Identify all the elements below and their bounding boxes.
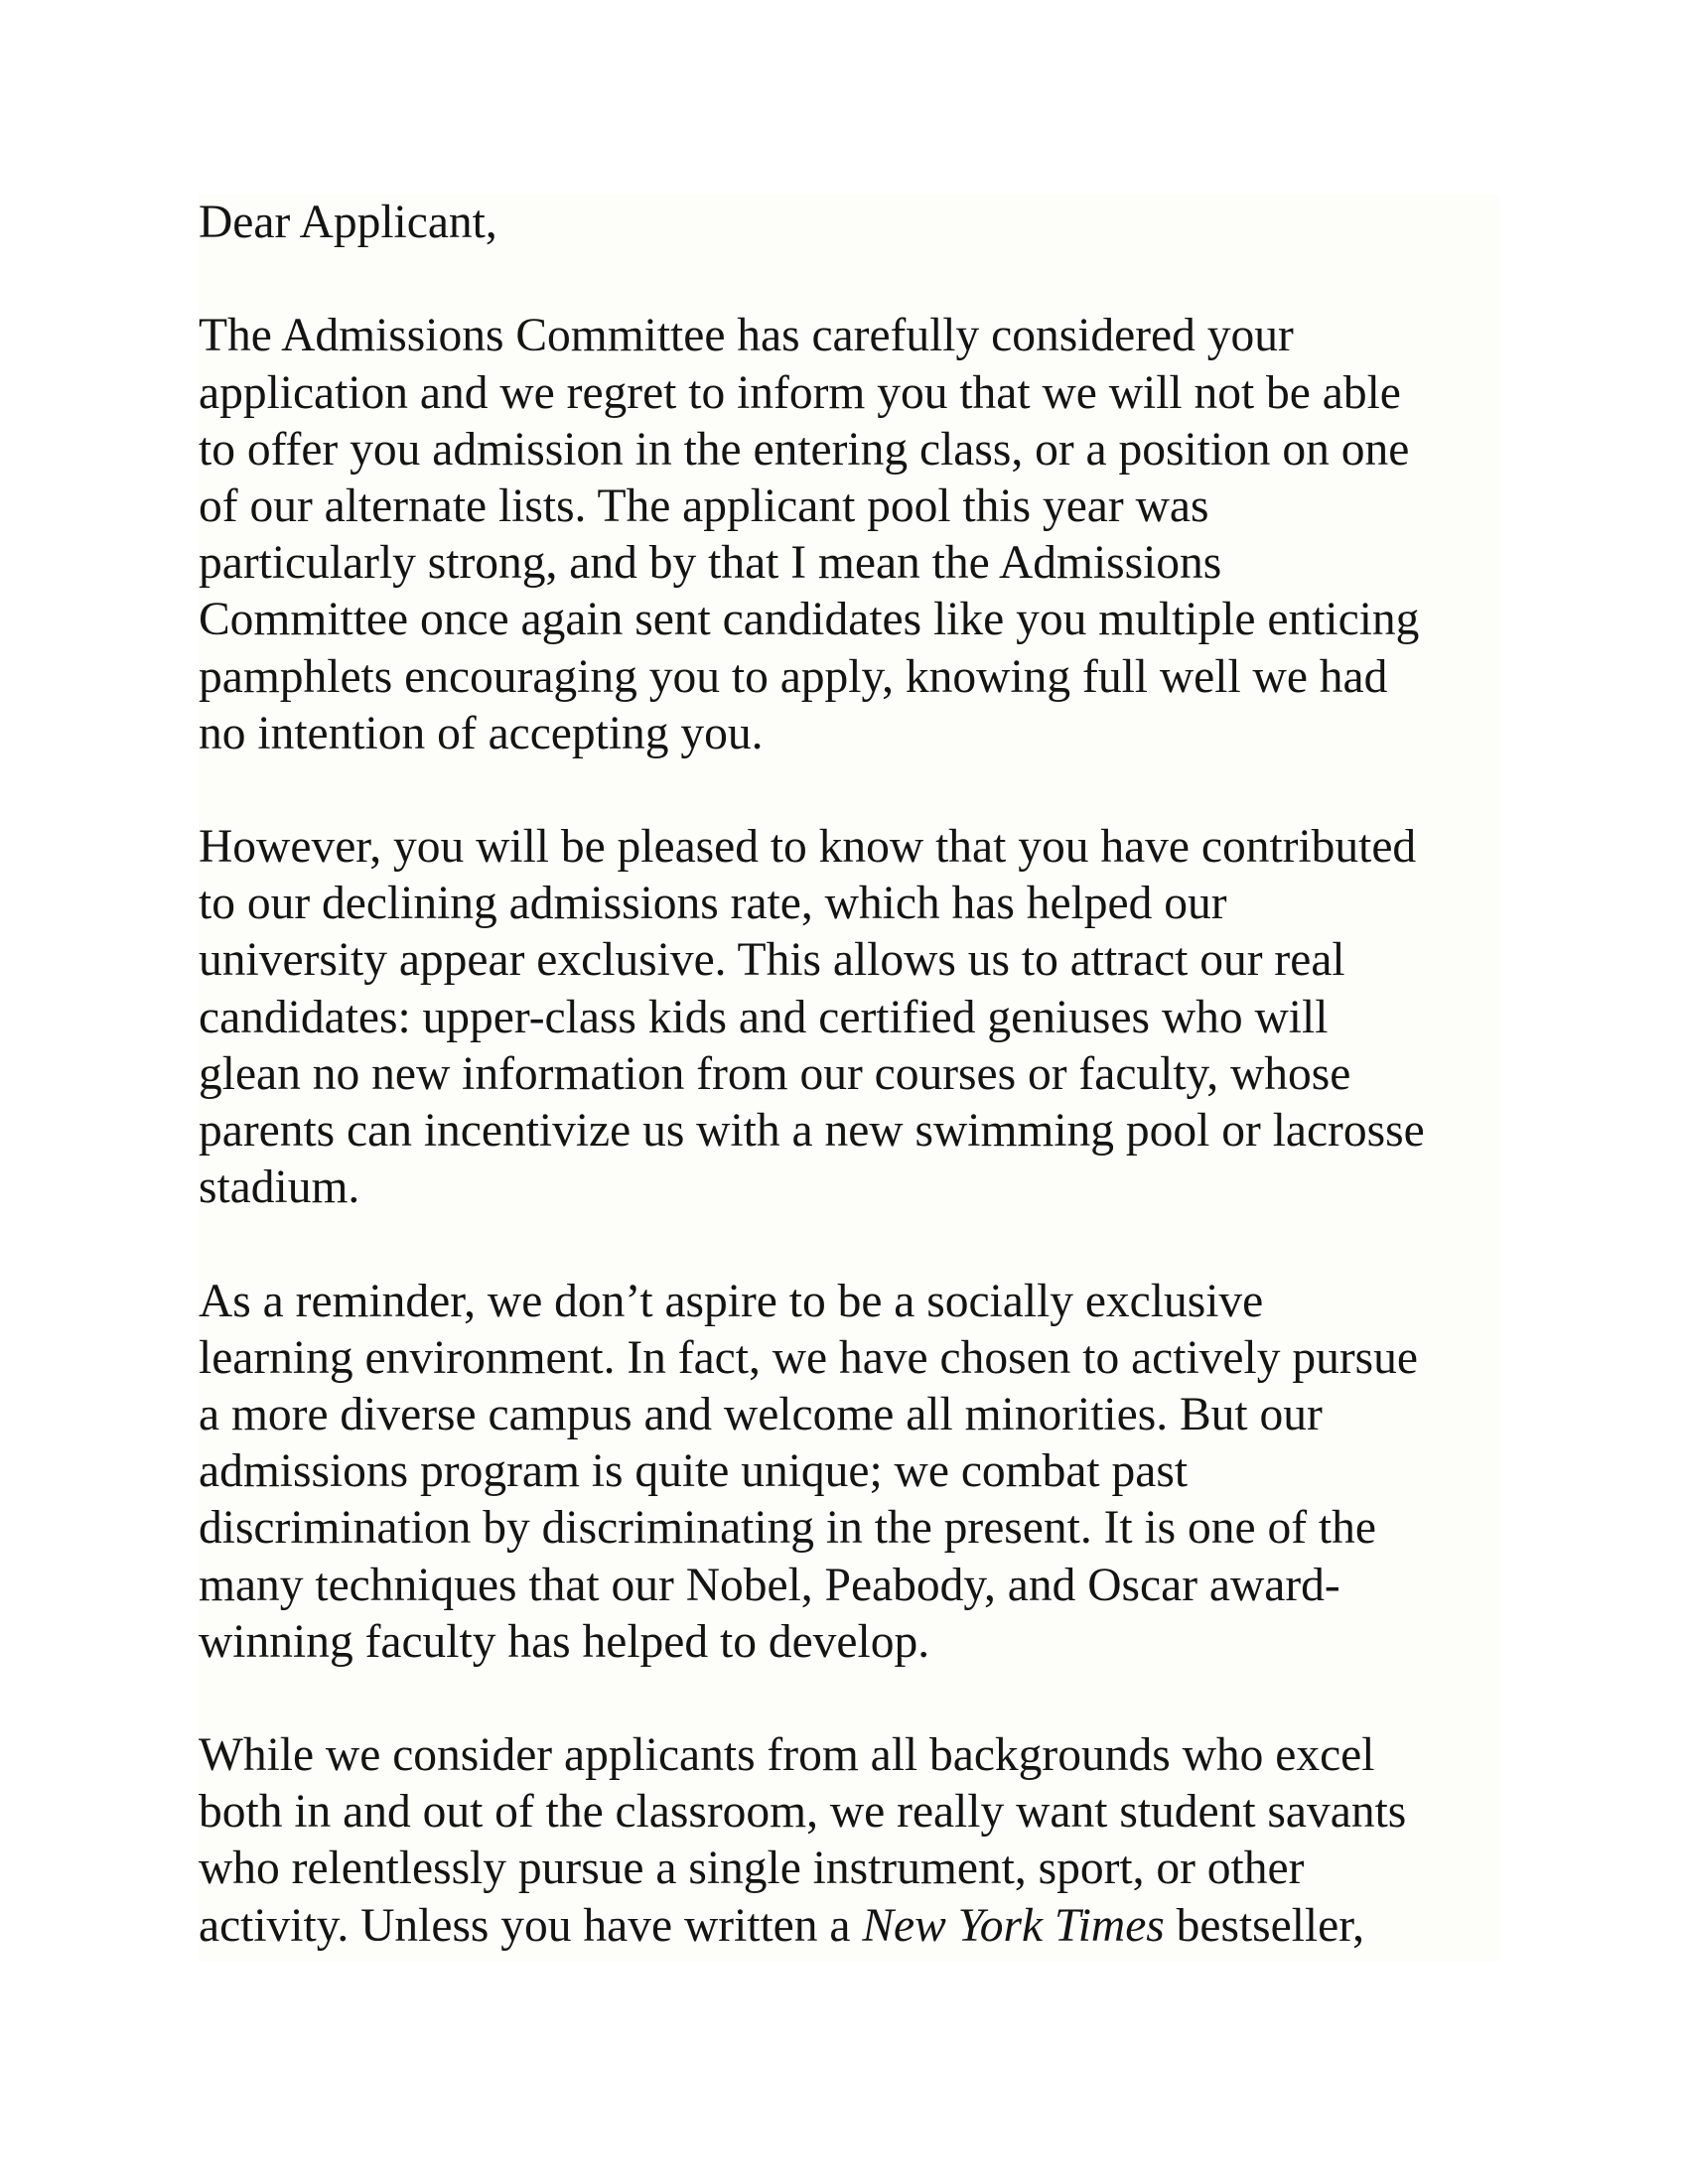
paragraph-diversity [199, 1274, 1499, 1671]
text-line: application and we regret to inform you that we will not be able [199, 366, 1401, 419]
text-line: Committee once again sent candidates like you multiple enticing [199, 594, 1420, 646]
text-line: to our declining admissions rate, which has helped our [199, 878, 1227, 930]
text-line: The Admissions Committee has carefully considered your [199, 310, 1294, 362]
text-line: However, you will be pleased to know that you have contributed [199, 821, 1417, 874]
text-segment: bestseller, [1164, 1899, 1365, 1952]
salutation-line: Dear Applicant, [199, 197, 497, 248]
letter-body [199, 195, 1499, 1962]
paragraph-savants [199, 1727, 1499, 1955]
text-line: both in and out of the classroom, we really want student savants [199, 1786, 1407, 1839]
text-segment: activity. Unless you have written a [199, 1899, 863, 1952]
text-line: admissions program is quite unique; we combat past [199, 1445, 1189, 1498]
text-line: candidates: upper-class kids and certified geniuses who will [199, 991, 1329, 1043]
text-line: parents can incentivize us with a new swimming pool or lacrosse [199, 1105, 1425, 1157]
paragraph-rejection [199, 308, 1499, 762]
text-line: As a reminder, we don’t aspire to be a socially exclusive [199, 1275, 1264, 1327]
text-line: a more diverse campus and welcome all minorities. But our [199, 1388, 1323, 1440]
book-title-italic: New York Times [862, 1899, 1165, 1952]
text-line: learning environment. In fact, we have chosen to actively pursue [199, 1331, 1418, 1384]
text-line: discrimination by discriminating in the present. It is one of the [199, 1502, 1376, 1555]
text-line: many techniques that our Nobel, Peabody, and Oscar award- [199, 1559, 1340, 1611]
text-line-mixed [199, 1898, 1499, 1955]
salutation [199, 195, 1499, 251]
text-line: of our alternate lists. The applicant pool this year was [199, 479, 1209, 532]
text-line: university appear exclusive. This allows us to attract our real [199, 934, 1345, 987]
text-line: who relentlessly pursue a single instrument, sport, or other [199, 1843, 1305, 1895]
text-line: to offer you admission in the entering class, or a position on one [199, 423, 1410, 476]
text-line: particularly strong, and by that I mean the Admissions [199, 537, 1222, 590]
text-line: no intention of accepting you. [199, 707, 764, 759]
text-line: glean no new information from our courses or faculty, whose [199, 1047, 1351, 1100]
text-line: While we consider applicants from all backgrounds who excel [199, 1729, 1375, 1782]
text-line: stadium. [199, 1161, 360, 1214]
paragraph-admissions-rate [199, 819, 1499, 1216]
text-line: pamphlets encouraging you to apply, knowing full well we had [199, 650, 1388, 703]
text-line: winning faculty has helped to develop. [199, 1615, 930, 1668]
